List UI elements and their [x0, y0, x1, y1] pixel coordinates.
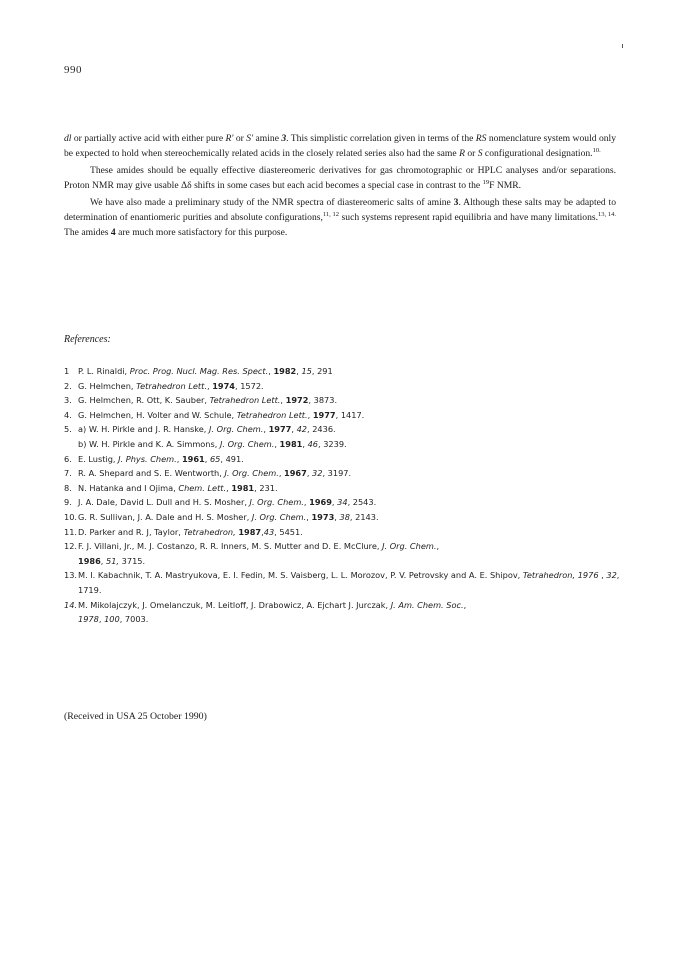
separator: , [303, 497, 310, 508]
reference-year: 1972 [285, 395, 309, 406]
reference-item [64, 510, 624, 525]
reference-item [64, 466, 624, 481]
reference-pages: 3715. [119, 555, 146, 566]
reference-volume: 51, [106, 555, 120, 566]
reference-journal: Tetrahedron Lett. [136, 380, 207, 391]
reference-volume: 42 [296, 424, 308, 435]
text: or [464, 147, 478, 159]
reference-year: 1977 [312, 409, 336, 420]
reference-pages: , 7003. [119, 614, 149, 625]
separator: , [296, 366, 302, 376]
reference-number: 11. [64, 526, 78, 537]
reference-year: 1976 [577, 570, 599, 581]
reference-authors: P. L. Rinaldi, [78, 366, 130, 376]
reference-journal: J. Org. Chem. [219, 438, 275, 449]
reference-number: 5. [64, 424, 72, 435]
reference-authors: M. I. Kabachnik, T. A. Mastryukova, E. I. Fedin, M. S. Vaisberg, L. L. Morozov, P. V. Petrovsky and A. E. Shipov, [78, 570, 523, 581]
text-r: R [459, 147, 465, 159]
reference-pages: , 2436. [307, 424, 336, 435]
reference-number: 8. [64, 482, 72, 493]
reference-journal: J. Org. Chem. [251, 511, 307, 522]
text-s: S [477, 147, 483, 159]
reference-journal: J. Org. Chem. [209, 424, 264, 435]
reference-year: 1977 [268, 424, 292, 435]
reference-journal: Tetrahedron, [522, 570, 576, 581]
reference-pages: , 491. [220, 453, 244, 464]
text: The amides [64, 226, 111, 238]
reference-authors: G. Helmchen, H. Volter and W. Schule, [78, 409, 237, 420]
text-dl: dl [64, 133, 72, 144]
page-number: 990 [64, 64, 82, 76]
reference-authors: J. A. Dale, David L. Dull and H. S. Mosher, [78, 497, 250, 508]
reference-number: 1 [64, 366, 70, 376]
text: or partially active acid with either pure [71, 133, 226, 144]
reference-journal: Proc. Prog. Nucl. Mag. Res. Spect. [129, 366, 269, 376]
text: amine [253, 133, 282, 144]
text: We have also made a preliminary study of the NMR spectra of diastereomeric salts of amine [90, 197, 454, 209]
reference-item [64, 379, 624, 394]
reference-year: 1973 [311, 511, 335, 522]
reference-volume: 100 [104, 614, 120, 625]
separator: , [306, 511, 312, 522]
reference-authors: E. Lustig, [78, 453, 119, 464]
reference-authors: N. Hatanka and I Ojima, [78, 482, 179, 493]
reference-pages: , 1572. [234, 380, 264, 391]
reference-number: 7. [64, 468, 72, 479]
reference-number: 14. [64, 599, 78, 610]
reference-item [64, 408, 624, 423]
separator: , [263, 424, 269, 435]
text: nomenclature system would only be expected to hold when stereochemically related acids in the closely related series also had the same [64, 133, 616, 159]
reference-volume: 32 [606, 570, 617, 581]
reference-item [64, 437, 624, 452]
reference-pages: , 291 [311, 366, 333, 376]
text-rs: RS [475, 133, 487, 144]
reference-journal: Tetrahedron, [183, 526, 236, 537]
separator: , [206, 380, 213, 391]
reference-year: 1974 [212, 380, 235, 391]
reference-journal: J. Org. Chem. [382, 541, 437, 552]
reference-number: 2. [64, 380, 72, 391]
reference-authors: D. Parker and R. J, Taylor, [78, 526, 184, 537]
reference-authors: a) W. H. Pirkle and J. R. Hanske, [78, 424, 209, 435]
reference-authors: G. Helmchen, R. Ott, K. Sauber, [78, 395, 210, 406]
reference-volume: 15 [301, 366, 312, 376]
reference-year: 1982 [273, 366, 297, 376]
text: such systems represent rapid equilibria and have many limitations. [339, 211, 599, 223]
reference-item [64, 568, 624, 597]
reference-authors: b) W. H. Pirkle and K. A. Simmons, [78, 438, 220, 449]
separator: , [204, 453, 210, 464]
reference-journal: J. Org. Chem. [249, 497, 304, 508]
reference-year: 1981 [231, 482, 255, 493]
reference-number: 9. [64, 497, 72, 508]
reference-year: 1981 [279, 438, 303, 449]
citation-superscript: 13, 14. [598, 210, 617, 218]
reference-authors: G. Helmchen, [78, 380, 137, 391]
text: F NMR. [489, 179, 522, 191]
reference-item [64, 525, 624, 540]
paragraph-1 [64, 132, 616, 161]
references-heading: References: [64, 334, 111, 345]
separator: , [598, 570, 607, 581]
reference-item [64, 393, 624, 408]
isotope-superscript: 19 [482, 178, 490, 186]
paragraph-2 [64, 164, 616, 193]
separator: , [302, 438, 308, 449]
separator: , [100, 555, 107, 566]
reference-journal: Tetrahedron Lett. [209, 395, 281, 406]
reference-pages: , 2143. [349, 511, 379, 522]
text-r-prime: R' [225, 133, 234, 144]
reference-list [64, 364, 624, 627]
reference-journal: J. Phys. Chem. [118, 453, 177, 464]
separator: , [261, 526, 264, 537]
text: configurational designation. [482, 147, 593, 159]
citation-superscript: 11, 12 [322, 210, 340, 218]
reference-volume: 34 [337, 497, 348, 508]
reference-pages: , 3873. [308, 395, 338, 406]
text: . Although these salts may be adapted to determination of enantiomeric purities and absolute configurations, [64, 197, 616, 223]
reference-year: 1987 [238, 526, 262, 537]
reference-authors: R. A. Shepard and S. E. Wentworth, [78, 468, 225, 479]
reference-year: 1978 [78, 614, 99, 625]
reference-authors: G. R. Sullivan, J. A. Dale and H. S. Mosher, [78, 511, 252, 522]
reference-number: 4. [64, 409, 72, 420]
reference-journal: J. Am. Chem. Soc. [390, 599, 464, 610]
reference-number: 12. [64, 541, 78, 552]
reference-year: 1961 [181, 453, 205, 464]
separator: , [280, 395, 286, 406]
reference-item [64, 422, 624, 437]
separator: , [291, 424, 297, 435]
reference-volume: 43 [263, 526, 275, 537]
reference-volume: 65 [209, 453, 221, 464]
text: or [233, 133, 247, 144]
reference-number: 10. [64, 511, 78, 522]
received-date: (Received in USA 25 October 1990) [64, 711, 207, 722]
reference-number: 3. [64, 395, 72, 406]
text-s-prime: S' [246, 133, 254, 144]
reference-item [64, 598, 624, 627]
separator: , [226, 482, 232, 493]
separator: , [268, 366, 274, 376]
separator: , [334, 511, 340, 522]
separator: , [278, 468, 285, 479]
reference-volume: 38 [339, 511, 350, 522]
reference-pages: , 1417. [335, 409, 365, 420]
reference-pages: , 2543. [347, 497, 377, 508]
separator: , [307, 409, 313, 420]
reference-journal: Tetrahedron Lett. [236, 409, 308, 420]
paragraph-3 [64, 196, 616, 240]
separator: , [463, 599, 467, 610]
reference-year: 1969 [309, 497, 332, 508]
reference-authors: M. Mikolajczyk, J. Omelanczuk, M. Leitloff, J. Drabowicz, A. Ejchart J. Jurczak, [78, 599, 391, 610]
compound-number: 3 [281, 133, 287, 144]
body-text [64, 132, 616, 240]
reference-pages: , 3239. [317, 438, 347, 449]
compound-number: 4 [110, 226, 116, 238]
text: These amides should be equally effective diastereomeric derivatives for gas chromotographic or HPLC analyses and/or separations. Proton NMR may give usable Δδ shifts in some cases but each acid becomes a special case in contrast to the [64, 165, 616, 191]
reference-journal: J. Org. Chem. [224, 468, 279, 479]
separator: , [331, 497, 338, 508]
reference-item [64, 495, 624, 510]
reference-volume: 32 [312, 468, 323, 479]
reference-item [64, 539, 624, 568]
reference-pages: , 1719. [78, 570, 620, 595]
reference-authors: F. J. Villani, Jr., M. J. Costanzo, R. R. Inners, M. S. Mutter and D. E. McClure, [78, 541, 383, 552]
separator: , [274, 438, 280, 449]
separator: , [176, 453, 182, 464]
corner-mark [622, 44, 623, 48]
reference-number: 13. [64, 570, 78, 581]
reference-item [64, 481, 624, 496]
compound-number: 3 [453, 197, 459, 209]
reference-item [64, 364, 624, 379]
reference-number: 6. [64, 453, 72, 464]
reference-pages: , 231. [254, 482, 278, 493]
reference-pages: , 5451. [274, 526, 303, 537]
separator: , [306, 468, 313, 479]
separator: , [436, 541, 440, 552]
reference-year: 1986 [78, 555, 101, 566]
reference-year: 1967 [284, 468, 307, 479]
text: are much more satisfactory for this purpose. [115, 226, 288, 238]
reference-pages: , 3197. [322, 468, 352, 479]
reference-item [64, 452, 624, 467]
citation-superscript: 10. [592, 146, 601, 154]
reference-journal: Chem. Lett. [178, 482, 227, 493]
reference-volume: 46 [307, 438, 318, 449]
separator: , [98, 614, 105, 625]
text: . This simplistic correlation given in terms of the [286, 133, 476, 144]
